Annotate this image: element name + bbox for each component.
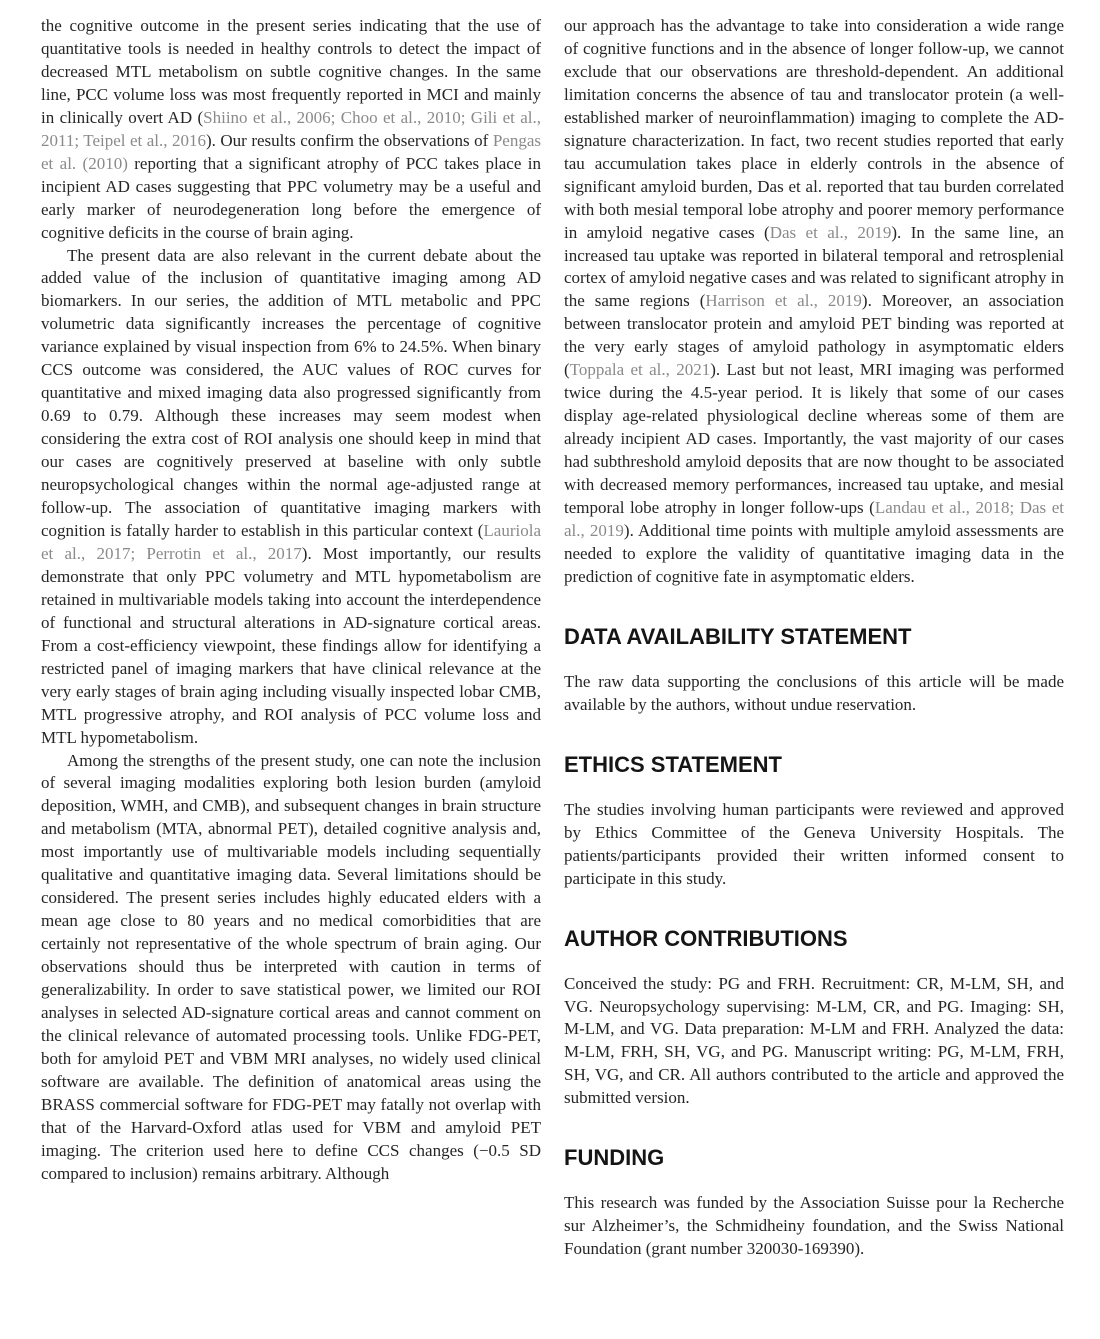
text-run: ). Our results confirm the observations of: [206, 130, 493, 150]
citation-link[interactable]: Lauriola et al., 2017; Perrotin et al., 2017: [41, 520, 541, 563]
paragraph-strengths-and-limitations: [41, 750, 541, 1186]
citation-link[interactable]: Landau et al., 2018; Das et al., 2019: [564, 498, 1064, 540]
paragraph-limitations-continued: [564, 15, 1064, 589]
text-run: ). Moreover, an association between translocator protein and amyloid PET binding was reported at the very early stages of amyloid pathology in asymptomatic elders (: [564, 291, 1065, 380]
text-run: ). Additional time points with multiple amyloid assessments are needed to explore the validity of quantitative imaging data in the prediction of cognitive fate in asymptomatic elders.: [564, 520, 1064, 586]
text-run: reporting that a significant atrophy of PCC takes place in incipient AD cases suggesting that PPC volumetry may be a useful and early marker of neurodegeneration long before the emergence of cognitive deficits in the course of brain aging.: [41, 153, 541, 242]
column-left: [41, 15, 541, 1261]
paragraph-discussion-continued: [41, 15, 541, 245]
citation-link[interactable]: Das et al., 2019: [769, 222, 892, 242]
section-heading-author-contributions: AUTHOR CONTRIBUTIONS: [564, 925, 848, 951]
citation-link[interactable]: Harrison et al., 2019: [705, 291, 862, 311]
column-right: [564, 15, 1064, 1261]
paragraph-quantitative-imaging-debate: [41, 245, 541, 750]
section-heading-data-availability: DATA AVAILABILITY STATEMENT: [564, 623, 912, 649]
text-run: the cognitive outcome in the present series indicating that the use of quantitative tools is needed in healthy controls to detect the impact of decreased MTL metabolism on subtle cognitive changes. In the same line, PCC volume loss was most frequently reported in MCI and mainly in clinically overt AD (: [41, 16, 541, 127]
text-run: The present data are also relevant in the current debate about the added value of the inclusion of quantitative imaging among AD biomarkers. In our series, the addition of MTL metabolic and PPC volumetric data significantly increases the percentage of cognitive variance explained by visual inspection from 6% to 24.5%. When binary CCS outcome was considered, the AUC values of ROC curves for quantitative and mixed imaging data also progressed significantly from 0.69 to 0.79. Although these increases may seem modest when considering the extra cost of ROI analysis one should keep in mind that our cases are cognitively preserved at baseline with only subtle neuropsychological changes within the normal age-adjusted range at follow-up. The association of quantitative imaging markers with cognition is fatally harder to establish in this particular context (: [41, 245, 541, 540]
citation-link[interactable]: Shiino et al., 2006; Choo et al., 2010; Gili et al., 2011; Teipel et al., 2016: [41, 107, 542, 150]
section-heading-funding: FUNDING: [564, 1145, 665, 1171]
section-heading-ethics-statement: ETHICS STATEMENT: [564, 751, 782, 777]
citation-link[interactable]: Toppala et al., 2021: [569, 360, 711, 380]
paragraph-author-contributions: Conceived the study: PG and FRH. Recruitment: CR, M-LM, SH, and VG. Neuropsychology supervising: M-LM, CR, and PG. Imaging: SH, M-LM, and VG. Data preparation: M-LM and FRH. Analyzed the data: M-LM, FRH, SH, VG, and PG. Manuscript writing: PG, M-LM, FRH, SH, VG, and CR. All authors contributed to the article and approved the submitted version.: [564, 973, 1064, 1108]
text-run: ). In the same line, an increased tau uptake was reported in bilateral temporal and retrosplenial cortex of amyloid negative cases and was related to significant atrophy in the same regions (: [564, 222, 1064, 311]
text-run: ). Last but not least, MRI imaging was performed twice during the 4.5-year period. It is likely that some of our cases display age-related physiological decline whereas some of them are already incipient AD cases. Importantly, the vast majority of our cases had subthreshold amyloid deposits that are now thought to be associated with decreased memory performances, increased tau uptake, and mesial temporal lobe atrophy in longer follow-ups (: [564, 360, 1064, 518]
text-run: Among the strengths of the present study, one can note the inclusion of several imaging modalities exploring both lesion burden (amyloid deposition, WMH, and CMB), and subsequent changes in brain structure and metabolism (MTA, abnormal PET), detailed cognitive analysis and, most importantly use of multivariable models including sequentially qualitative and quantitative imaging data. Several limitations should be considered. The present series includes highly educated elders with a mean age close to 80 years and no medical comorbidities that are certainly not representative of the whole spectrum of brain aging. Our observations should thus be interpreted with caution in terms of generalizability. In order to save statistical power, we limited our ROI analyses in selected AD-signature cortical areas and cannot comment on the clinical relevance of automated processing tools. Unlike FDG-PET, both for amyloid PET and VBM MRI analyses, no widely used clinical software are available. The definition of anatomical areas using the BRASS commercial software for FDG-PET may fatally not overlap with that of the Harvard-Oxford atlas used for VBM and amyloid PET imaging. The criterion used here to define CCS changes (−0.5 SD compared to inclusion) remains arbitrary. Although: [41, 750, 541, 1183]
text-run: ). Most importantly, our results demonstrate that only PPC volumetry and MTL hypometabolism are retained in multivariable models taking into account the interdependence of functional and structural alterations in AD-signature cortical areas. From a cost-efficiency viewpoint, these findings allow for identifying a restricted panel of imaging markers that have clinical relevance at the very early stages of brain aging including visually inspected lobar CMB, MTL progressive atrophy, and ROI analysis of PCC volume loss and MTL hypometabolism.: [41, 543, 541, 747]
paragraph-funding: This research was funded by the Association Suisse pour la Recherche sur Alzheimer’s, the Schmidheiny foundation, and the Swiss National Foundation (grant number 320030-169390).: [564, 1193, 1064, 1259]
two-column-layout: [41, 15, 1064, 1261]
paragraph-ethics-statement: The studies involving human participants were reviewed and approved by Ethics Committee of the Geneva University Hospitals. The patients/participants provided their written informed consent to participate in this study.: [564, 799, 1064, 888]
paragraph-data-availability: The raw data supporting the conclusions of this article will be made available by the authors, without undue reservation.: [564, 671, 1064, 714]
text-run: our approach has the advantage to take into consideration a wide range of cognitive functions and in the absence of longer follow-up, we cannot exclude that our observations are threshold-dependent. An additional limitation concerns the absence of tau and translocator protein (a well-established marker of neuroinflammation) imaging to complete the AD-signature characterization. In fact, two recent studies reported that early tau accumulation takes place in elderly controls in the absence of significant amyloid burden, Das et al. reported that tau burden correlated with both mesial temporal lobe atrophy and poorer memory performance in amyloid negative cases (: [564, 16, 1064, 242]
citation-link[interactable]: Pengas et al. (2010): [41, 130, 541, 173]
